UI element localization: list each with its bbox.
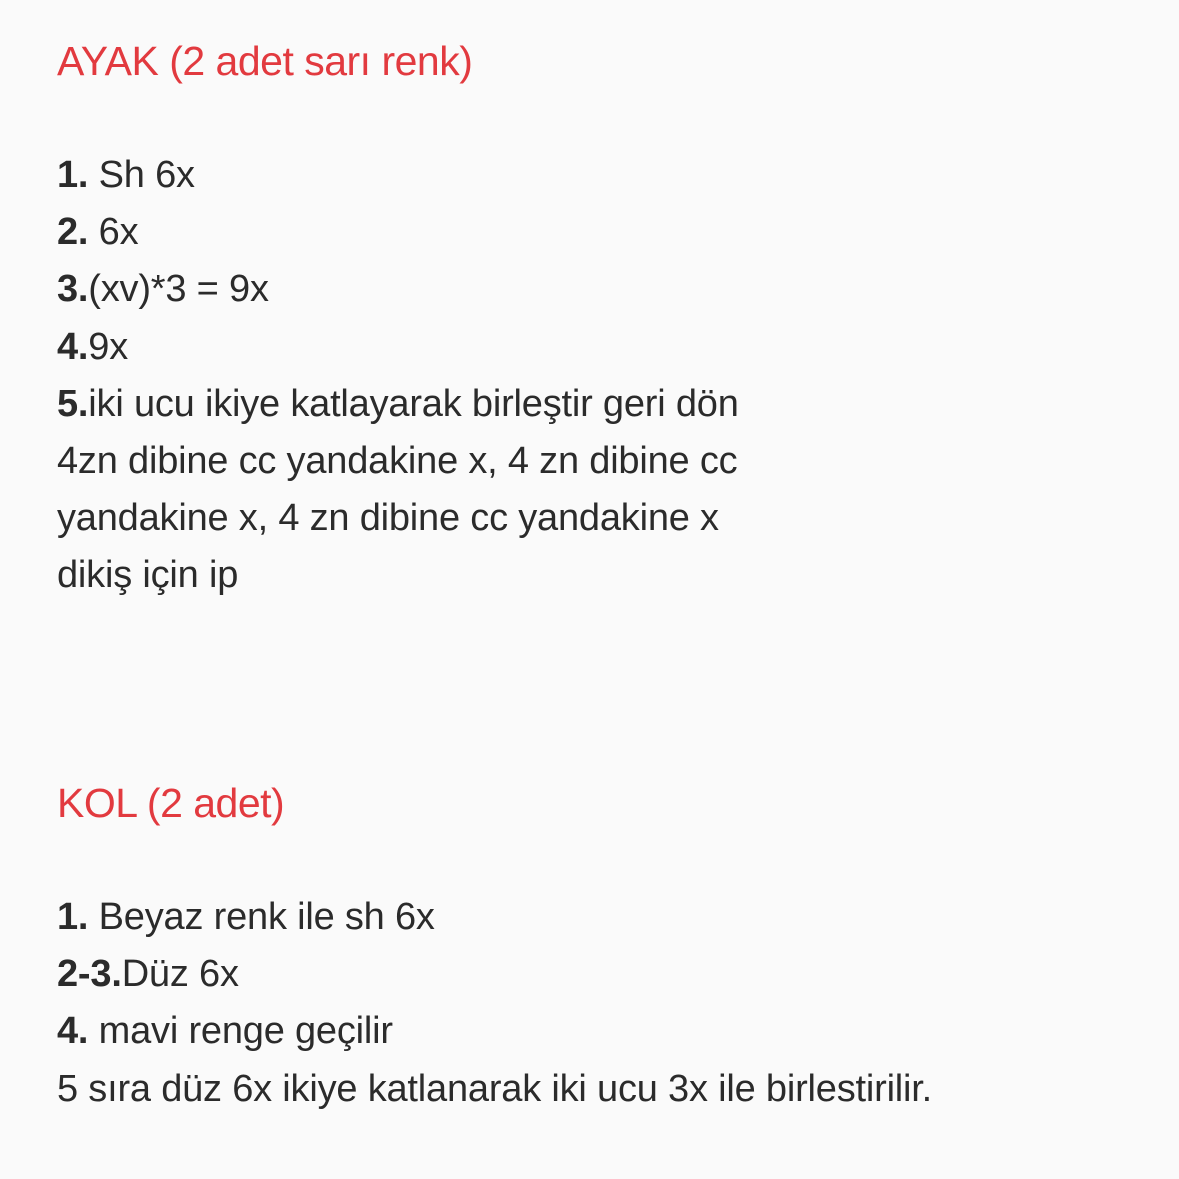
step-number: 3.	[57, 268, 89, 311]
instruction-line	[57, 204, 739, 261]
instruction-line	[57, 1061, 932, 1118]
step-text: Sh 6x	[88, 154, 195, 196]
section-title-kol: KOL (2 adet)	[57, 780, 285, 826]
step-number: 4.	[57, 325, 89, 368]
step-number: 5.	[57, 382, 89, 425]
step-text: 6x	[88, 211, 139, 254]
instruction-line	[57, 1003, 932, 1060]
step-number: 1.	[57, 896, 89, 938]
instruction-line	[57, 147, 739, 204]
instruction-line	[57, 261, 739, 318]
kol-instructions	[57, 889, 932, 1118]
instruction-line	[57, 433, 739, 490]
step-text: yandakine x, 4 zn dibine cc yandakine x	[57, 497, 719, 540]
step-number: 4.	[57, 1010, 89, 1053]
step-text: iki ucu ikiye katlayarak birleştir geri dön	[88, 382, 739, 425]
step-text: 4zn dibine cc yandakine x, 4 zn dibine cc	[57, 439, 738, 482]
step-text: 5 sıra düz 6x ikiye katlanarak iki ucu 3x ile birlestirilir.	[57, 1067, 933, 1110]
instruction-line	[57, 376, 739, 433]
step-text: Beyaz renk ile sh 6x	[88, 896, 435, 938]
step-text: 9x	[88, 325, 129, 368]
step-number: 2.	[57, 211, 89, 254]
step-number: 1.	[57, 154, 89, 196]
instruction-line	[57, 889, 932, 946]
step-number: 2-3.	[57, 953, 122, 996]
instruction-line	[57, 547, 739, 604]
section-title-ayak: AYAK (2 adet sarı renk)	[57, 38, 473, 84]
instruction-line	[57, 319, 739, 376]
step-text: Düz 6x	[121, 953, 239, 996]
instruction-line	[57, 946, 932, 1003]
step-text: mavi renge geçilir	[88, 1010, 393, 1053]
ayak-instructions	[57, 147, 739, 605]
instruction-line	[57, 490, 739, 547]
step-text: dikiş için ip	[57, 554, 239, 597]
step-text: (xv)*3 = 9x	[88, 268, 269, 311]
